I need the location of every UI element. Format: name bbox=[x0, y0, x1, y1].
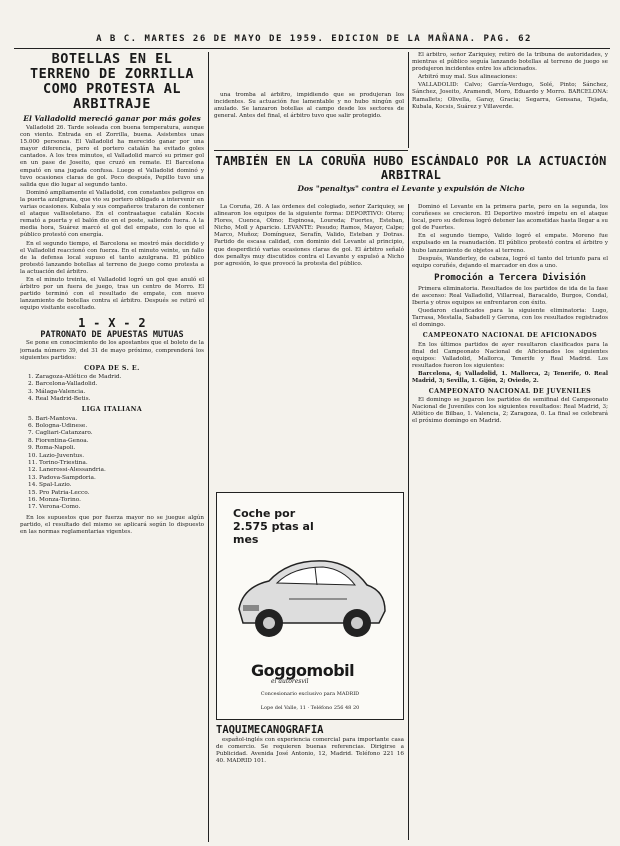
column-divider-right bbox=[408, 204, 409, 840]
right-lineups: VALLADOLID: Calvo; García-Verdugo, Solé, Pinto; Sánchez, Sánchez, Joseito, Aramendi, Moro, Eduardo y Morro. BARCELONA: Ramallets; Olivella, Garay, Gracia; Segarra, Gensana, Tejada, Kubala, Kocsis, Suárez y Villaverde. bbox=[412, 82, 608, 110]
right-body-1: Dominó el Levante en la primera parte, pero en la segunda, los coruñeses se crecieron. El Deportivo mostró ímpetu en el ataque local, pero su defensa logró detener las acometidas hasta llegar a su gol de Fuertes. bbox=[412, 204, 608, 232]
ad-brand-logo: Goggomobil bbox=[251, 661, 355, 680]
list-item: 8. Fiorentina-Genoa. bbox=[28, 437, 89, 444]
juveniles-body: El domingo se jugaron los partidos de semifinal del Campeonato Nacional de Juveniles con los siguientes resultados: Real Madrid, 3; Atlético de Bilbao, 1. Valencia, 2; Zaragoza, 0. La final se celebrará el próximo domingo en Madrid. bbox=[412, 397, 608, 425]
ad-dealer: Concesionario exclusivo para MADRID bbox=[260, 691, 360, 697]
list-item: 16. Monza-Torino. bbox=[28, 497, 81, 503]
quiniela-closing: En los supuestos que por fuerza mayor no se juegue algún partido, el resultado del mismo se aplicará según lo dispuesto en las normas reglamentarias vigentes. bbox=[20, 514, 204, 535]
list-item: 9. Roma-Napoli. bbox=[28, 445, 76, 452]
copa-list bbox=[20, 374, 204, 404]
coruna-body-column bbox=[214, 204, 404, 488]
list-item: 11. Torino-Triestina. bbox=[28, 459, 88, 466]
left-body-4: En el minuto treinta, el Valladolid logró un gol que anuló el árbitro por un fuera de juego, tras un centro de Morro. El partido terminó con el resultado de empate, con nuevo lanzamiento de botellas contra el árbitro. Después se retiró el equipo visitante escoltado. bbox=[20, 276, 204, 312]
liga-list bbox=[20, 416, 204, 512]
right-column bbox=[412, 204, 608, 840]
juveniles-heading: CAMPEONATO NACIONAL DE JUVENILES bbox=[428, 388, 592, 396]
left-body-3: En el segundo tiempo, el Barcelona se mostró más decidido y el Valladolid reaccionó con fuerza. En el minuto veinte, un fallo de la defensa local supuso el tanto azulgrana. El público protestó lanzando botellas al terreno de juego como protesta a la actuación del árbitro. bbox=[20, 240, 204, 275]
coruna-body: La Coruña, 26. A las órdenes del colegiado, señor Zariquiey, se alinearon los equipos de la siguiente forma: DEPORTIVO: Otero; Flores, Cuenca, Olmo; Espinosa, Loureda; Fuertes, Esteban, Nicho, Moll y Aparicio. LEVANTE: Pesudo; Ramos, Mayor, Calpe; Marco, Muñoz; Domínguez, Serafín, Valido, Esteban y Dotras. Partido de escasa calidad, con dominio del Levante al principio, que desperdició varias ocasiones claras de gol. El árbitro señaló dos penaltys muy discutidos contra el Levante y expulsó a Nicho por agresión, lo que provocó la protesta del público. bbox=[214, 204, 404, 267]
coruna-subhead: Dos "penaltys" contra el Levante y expulsión de Nicho bbox=[297, 184, 525, 193]
copa-heading: COPA DE S. E. bbox=[84, 364, 140, 372]
ad-address: Lope del Valle, 11 · Teléfono 256 48 20 bbox=[260, 705, 360, 711]
right-body-3: Después, Wanderley, de cabeza, logró el tanto del triunfo para el equipo coruñés, dejando el marcador en dos a uno. bbox=[412, 255, 608, 269]
list-item: 3. Málaga-Valencia. bbox=[28, 388, 86, 395]
list-item: 15. Pro Patria-Lecco. bbox=[28, 489, 90, 496]
quiniela-intro: Se pone en conocimiento de los apostantes que el boleto de la jornada número 39, del 31 de mayo próximo, comprenderá los siguientes partidos: bbox=[20, 340, 204, 361]
campeonato-results: Barcelona, 4; Valladolid, 1. Mallorca, 2; Tenerife, 0. Real Madrid, 3; Sevilla, 1. Gijón, 2; Oviedo, 2. bbox=[412, 370, 608, 384]
campeonato-body: En los últimos partidos de ayer resultaron clasificados para la final del Campeonato Nacional de Aficionados los siguientes equipos: Valladolid, Mallorca, Tenerife y Real Madrid. Los resultados fueron los siguientes: bbox=[412, 341, 608, 369]
quiniela-title: 1 - X - 2 bbox=[78, 316, 146, 331]
goggomobil-ad bbox=[216, 492, 404, 720]
page-header: A B C. MARTES 26 DE MAYO DE 1959. EDICION DE LA MAÑANA. PAG. 62 bbox=[96, 34, 532, 44]
middle-top-text bbox=[214, 92, 404, 152]
right-top-text: El árbitro, señor Zariquiey, retiró de la tribuna de autoridades, y mientras el público seguía lanzando botellas al terreno de juego se produjeron incidentes entre los aficionados. bbox=[412, 52, 608, 73]
list-item: 7. Cagliari-Catanzaro. bbox=[28, 430, 93, 437]
right-body-2: En el segundo tiempo, Valido logró el empate. Moreno fue expulsado en la reanudación. El público protestó contra el árbitro y hubo lanzamiento de objetos al terreno. bbox=[412, 233, 608, 254]
ad-tagline: el autoresvil bbox=[271, 678, 309, 685]
promo-body-2: Quedaron clasificados para la siguiente eliminatoria: Lugo, Tarrasa, Mestalla, Sabadell y Gerona, con los resultados registrados el domingo. bbox=[412, 308, 608, 329]
list-item: 2. Barcelona-Valladolid. bbox=[28, 381, 98, 388]
list-item: 5. Bari-Mantova. bbox=[28, 415, 78, 422]
quiniela-heading: PATRONATO DE APUESTAS MUTUAS bbox=[40, 330, 184, 341]
middle-rule bbox=[214, 150, 408, 151]
campeonato-heading: CAMPEONATO NACIONAL DE AFICIONADOS bbox=[422, 332, 598, 340]
ad-headline: Coche por 2.575 ptas al mes bbox=[233, 507, 314, 546]
header-rule bbox=[14, 48, 610, 49]
car-illustration bbox=[229, 539, 391, 649]
list-item: 6. Bologna-Udinese. bbox=[28, 422, 88, 429]
coruna-head-block bbox=[214, 154, 608, 200]
typing-body: español-inglés con experiencia comercial para importante casa de comercio. Se requieren buenas referencias. Dirigirse a Publicidad. Avenida José Antonio, 12, Madrid. Teléfono 221 16 40. MADRID 101. bbox=[216, 737, 404, 765]
list-item: 10. Lazio-Juventus. bbox=[28, 452, 85, 459]
list-item: 14. Spal-Lazio. bbox=[28, 482, 72, 489]
typing-ad bbox=[216, 724, 404, 840]
right-top bbox=[412, 52, 608, 148]
right-lineup-intro: Arbitró muy mal. Sus alineaciones: bbox=[418, 74, 518, 81]
list-item: 4. Real Madrid-Betis. bbox=[28, 396, 91, 403]
left-headline: BOTELLAS EN EL TERRENO DE ZORRILLA COMO PROTESTA AL ARBITRAJE bbox=[30, 52, 194, 112]
column-divider-right-top bbox=[408, 52, 409, 148]
left-column bbox=[20, 52, 204, 842]
liga-heading: LIGA ITALIANA bbox=[81, 406, 143, 414]
list-item: 17. Verona-Como. bbox=[28, 504, 81, 511]
typing-headline: TAQUIMECANOGRAFÍA bbox=[216, 724, 324, 736]
promo-heading: Promoción a Tercera División bbox=[434, 272, 586, 283]
list-item: 13. Padova-Sampdoria. bbox=[28, 474, 96, 481]
coruna-headline: TAMBIÉN EN LA CORUÑA HUBO ESCÁNDALO POR LA ACTUACIÓN ARBITRAL bbox=[215, 154, 607, 182]
column-divider-left bbox=[208, 52, 209, 842]
left-body-2: Dominó ampliamente el Valladolid, con constantes peligros en la puerta azulgrana, que vio su portero obligado a intervenir en varias ocasiones. Kubala y sus compañeros trataron de contener el ataque vallisoletano. En el contraataque catalán Kocsis remató a puerta y el balón dio en el poste, saliendo fuera. A la media hora, Suárez marcó el gol del empate, con lo que el público protestó con energía. bbox=[20, 189, 204, 239]
promo-body: Primera eliminatoria. Resultados de los partidos de ida de la fase de ascenso: Real Valladolid, Villarreal, Baracaldo, Burgos, Condal, Iberia y otros equipos se enfrentaron con éxito. bbox=[412, 285, 608, 307]
left-subhead: El Valladolid mereció ganar por más goles bbox=[23, 114, 201, 123]
middle-cont: una tromba al árbitro, impidiendo que se produjeran los incidentes. Su actuación fue lamentable y no hubo ningún gol anulado. Se lanzaron botellas al campo desde los sectores de general. Antes del final, el árbitro tuvo que salir protegido. bbox=[214, 92, 404, 120]
list-item: 12. Lanerossi-Alessandria. bbox=[28, 467, 106, 474]
list-item: 1. Zaragoza-Atlético de Madrid. bbox=[28, 373, 122, 380]
left-body-1: Valladolid 26. Tarde soleada con buena temperatura, aunque con viento. Entrada en el Zorrilla, buena. Asistentes unas 15.000 personas. El Valladolid ha merecido ganar por una mayor diferencia, pero el portero catalán ha evitado goles cantados. A los tres minutos, el Valladolid marcó su primer gol en un pase de Joseito, que cruzó en remate. El Barcelona empató en una jugada confusa. Luego el Valladolid dominó y tuvo ocasiones claras de gol. Poco después, Pepillo tuvo una salida que dio lugar al segundo tanto. bbox=[20, 125, 204, 188]
